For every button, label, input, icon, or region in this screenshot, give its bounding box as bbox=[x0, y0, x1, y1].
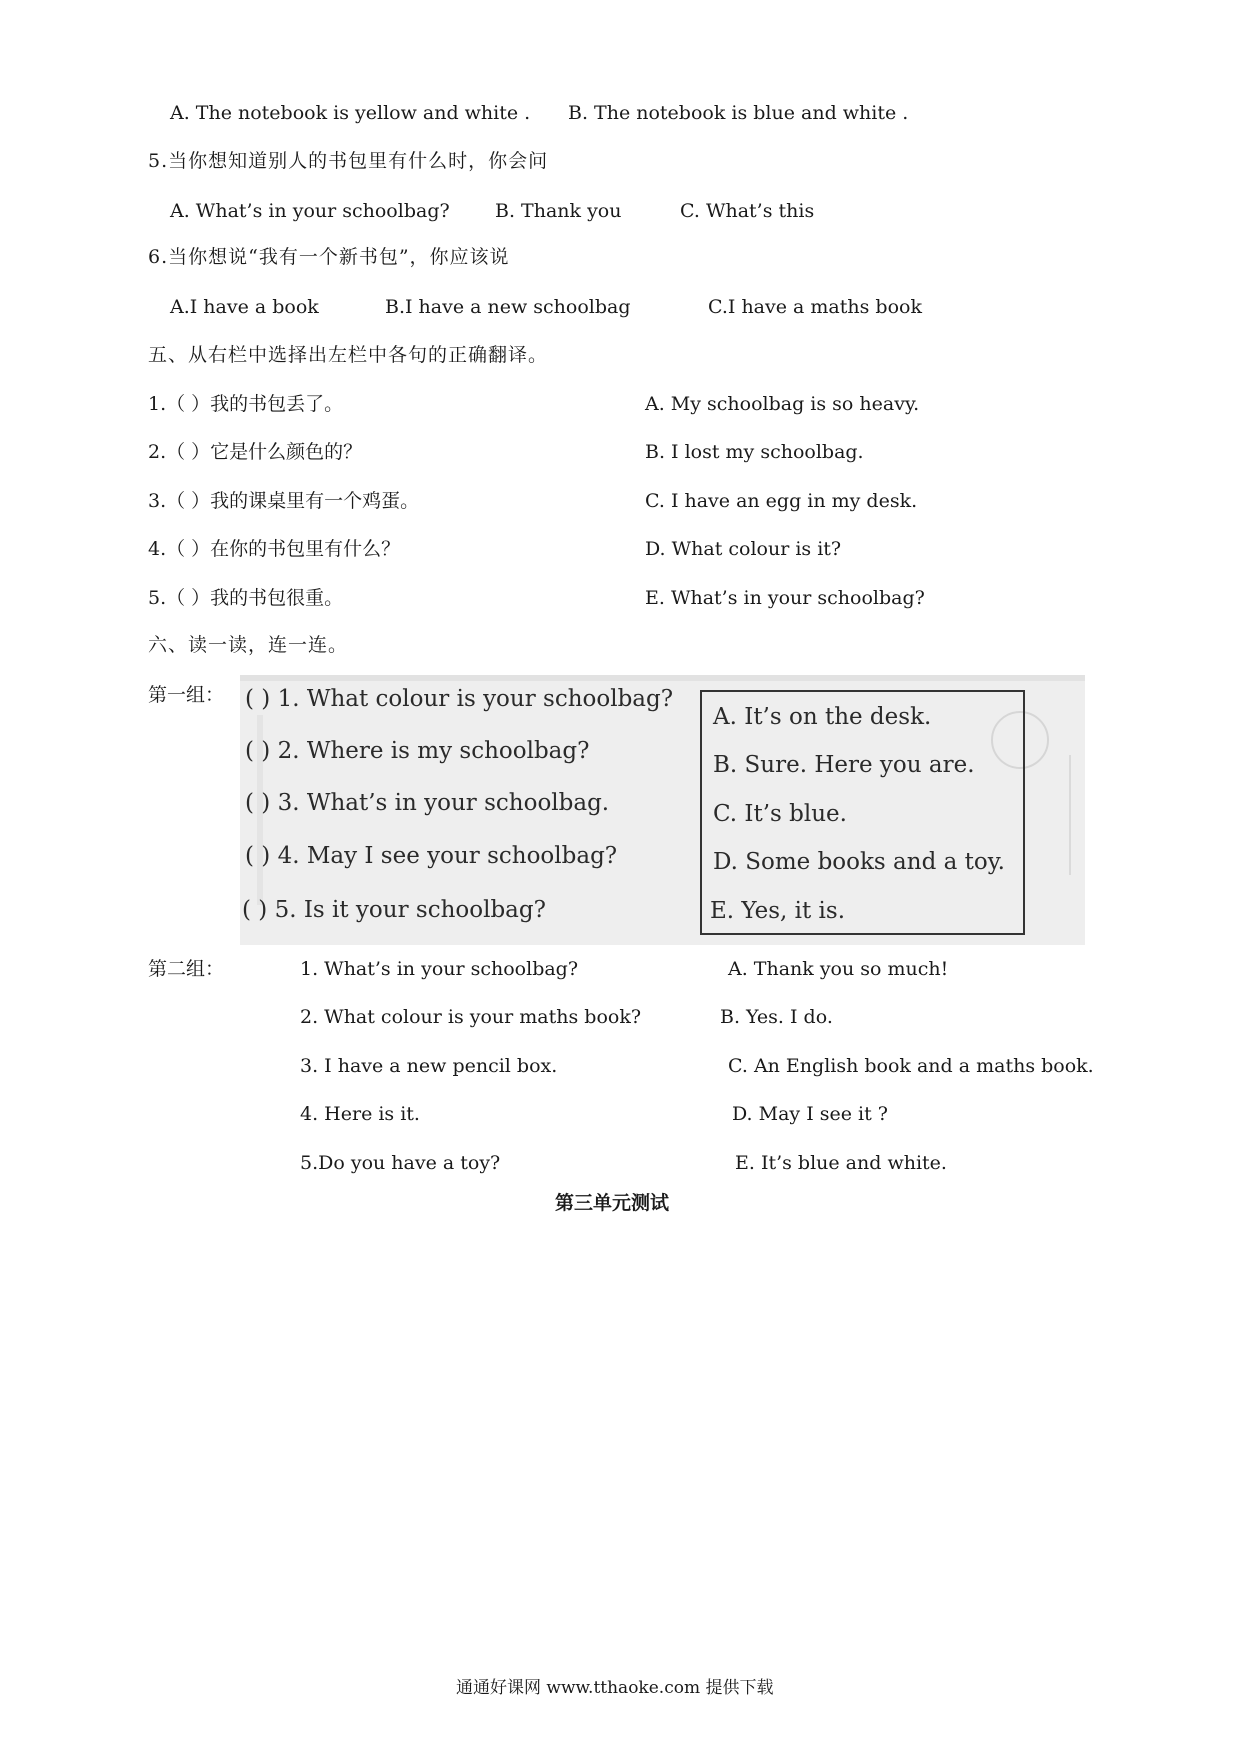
q4-option-a: A. The notebook is yellow and white . bbox=[170, 102, 531, 124]
group2-answer-d: D. May I see it ? bbox=[732, 1103, 888, 1125]
group2-question-2: 2. What colour is your maths book? bbox=[300, 1006, 642, 1028]
section6-title: 六、读一读，连一连。 bbox=[148, 634, 349, 656]
section5-left-3: 3.（ ）我的课桌里有一个鸡蛋。 bbox=[148, 490, 420, 512]
group2-question-1: 1. What’s in your schoolbag? bbox=[300, 958, 579, 980]
group1-question-2: ( ) 2. Where is my schoolbag? bbox=[245, 738, 590, 764]
section5-left-2: 2.（ ）它是什么颜色的？ bbox=[148, 441, 363, 463]
q5-option-b: B. Thank you bbox=[495, 200, 622, 222]
section5-title: 五、从右栏中选择出左栏中各句的正确翻译。 bbox=[148, 344, 549, 366]
group2-label: 第二组： bbox=[148, 958, 225, 980]
footer-source: 通通好课网 www.tthaoke.com 提供下载 bbox=[456, 1678, 774, 1698]
section5-right-e: E. What’s in your schoolbag? bbox=[645, 587, 925, 609]
group2-question-3: 3. I have a new pencil box. bbox=[300, 1055, 558, 1077]
group1-question-3: ( ) 3. What’s in your schoolbag. bbox=[245, 790, 610, 816]
section5-right-c: C. I have an egg in my desk. bbox=[645, 490, 918, 512]
group1-question-1: ( ) 1. What colour is your schoolbag? bbox=[245, 686, 674, 712]
group2-answer-c: C. An English book and a maths book. bbox=[728, 1055, 1094, 1077]
group2-answer-a: A. Thank you so much! bbox=[728, 958, 949, 980]
group2-question-5: 5.Do you have a toy? bbox=[300, 1152, 501, 1174]
q6-option-b: B.I have a new schoolbag bbox=[385, 296, 631, 318]
section5-right-d: D. What colour is it? bbox=[645, 538, 842, 560]
group1-question-4: ( ) 4. May I see your schoolbag? bbox=[245, 843, 618, 869]
group2-answer-b: B. Yes. I do. bbox=[720, 1006, 833, 1028]
section5-left-1: 1.（ ）我的书包丢了。 bbox=[148, 393, 344, 415]
q6-option-a: A.I have a book bbox=[170, 296, 319, 318]
group1-answer-b: B. Sure. Here you are. bbox=[713, 752, 975, 778]
group1-answer-a: A. It’s on the desk. bbox=[713, 704, 932, 730]
group1-label: 第一组： bbox=[148, 684, 225, 706]
group2-answer-e: E. It’s blue and white. bbox=[735, 1152, 947, 1174]
section5-right-a: A. My schoolbag is so heavy. bbox=[645, 393, 920, 415]
unit-title: 第三单元测试 bbox=[555, 1192, 670, 1214]
q4-option-b: B. The notebook is blue and white . bbox=[568, 102, 909, 124]
section5-left-4: 4.（ ）在你的书包里有什么？ bbox=[148, 538, 401, 560]
q6-option-c: C.I have a maths book bbox=[708, 296, 922, 318]
q5-option-a: A. What’s in your schoolbag? bbox=[170, 200, 450, 222]
q5-question: 5.当你想知道别人的书包里有什么时，你会问 bbox=[148, 150, 549, 172]
section5-right-b: B. I lost my schoolbag. bbox=[645, 441, 864, 463]
group1-answer-d: D. Some books and a toy. bbox=[713, 849, 1005, 875]
group1-answer-e: E. Yes, it is. bbox=[710, 898, 846, 924]
q6-question: 6.当你想说“我有一个新书包”，你应该说 bbox=[148, 246, 510, 268]
group1-question-5: ( ) 5. Is it your schoolbag? bbox=[242, 897, 546, 923]
group2-question-4: 4. Here is it. bbox=[300, 1103, 420, 1125]
q5-option-c: C. What’s this bbox=[680, 200, 815, 222]
group1-answer-c: C. It’s blue. bbox=[713, 801, 847, 827]
section5-left-5: 5.（ ）我的书包很重。 bbox=[148, 587, 344, 609]
